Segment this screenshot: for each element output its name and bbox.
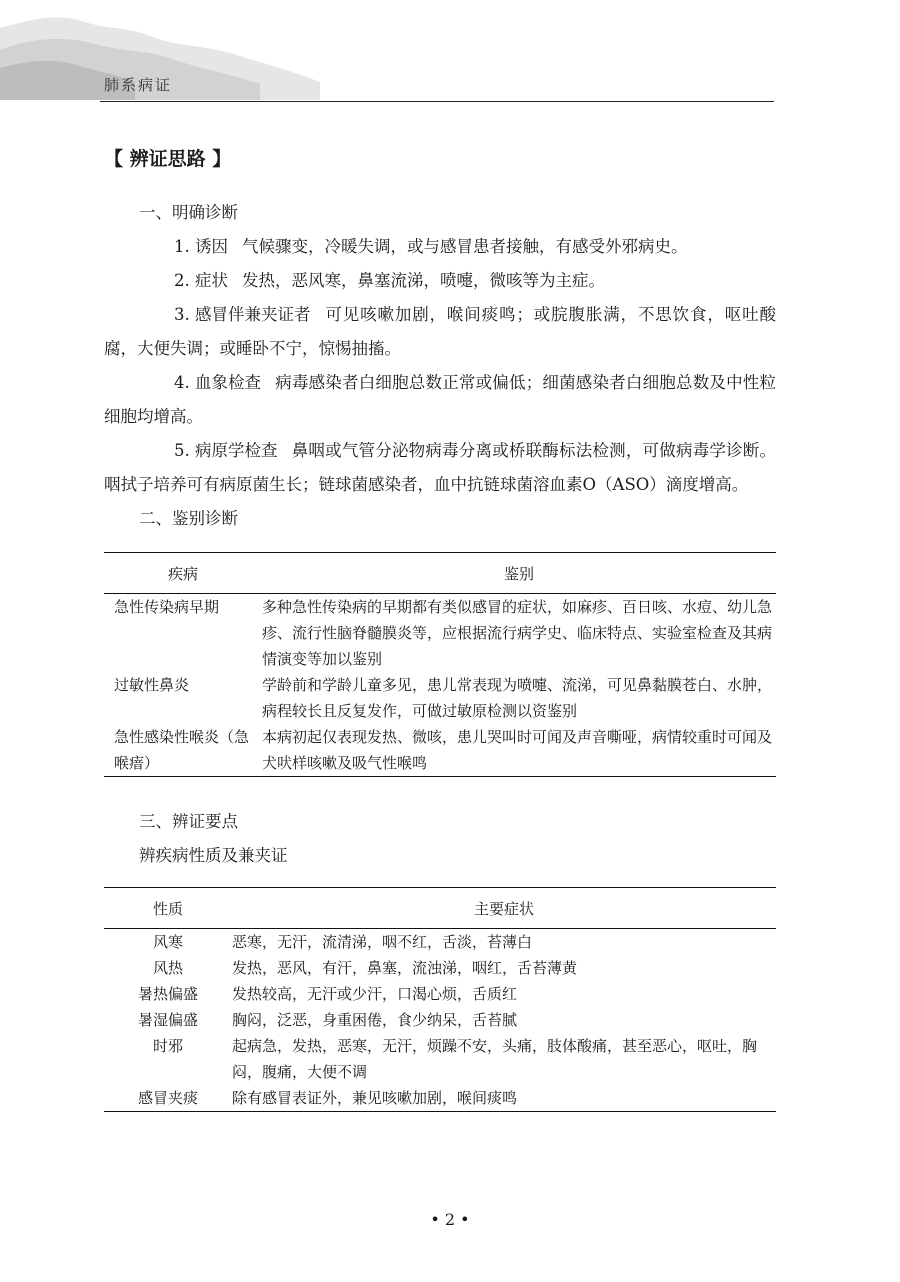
diagnosis-item: [104, 298, 776, 366]
running-head: 肺系病证: [104, 76, 173, 94]
item-lead: 3. 感冒伴兼夹证者: [174, 305, 311, 324]
column-header: 性质: [104, 888, 232, 929]
table-row: [104, 955, 776, 981]
symptom-cell: 胸闷，泛恶，身重困倦，食少纳呆，舌苔腻: [232, 1011, 518, 1029]
disease-cell: 急性传染病早期: [114, 598, 220, 616]
item-text: 发热，恶风寒，鼻塞流涕，喷嚏，微咳等为主症。: [242, 271, 605, 290]
symptom-cell: 发热，恶风，有汗，鼻塞，流浊涕，咽红，舌苔薄黄: [232, 959, 578, 977]
diff-cell: 多种急性传染病的早期都有类似感冒的症状，如麻疹、百日咳、水痘、幼儿急疹、流行性脑脊髓膜炎等，应根据流行病学史、临床特点、实验室检查及其病情演变等加以鉴别: [262, 598, 773, 668]
table-row: [104, 672, 776, 724]
nature-cell: 暑湿偏盛: [137, 1011, 198, 1029]
symptom-cell: 除有感冒表证外，兼见咳嗽加剧，喉间痰鸣: [232, 1085, 776, 1112]
table-row: [104, 594, 776, 673]
diagnosis-item: [104, 366, 776, 434]
nature-cell: 感冒夹痰: [104, 1085, 232, 1112]
disease-cell: 过敏性鼻炎: [114, 676, 190, 694]
table-header-row: [104, 888, 776, 929]
column-header: 主要症状: [232, 888, 776, 929]
item-lead: 2. 症状: [174, 271, 228, 290]
page-content: [104, 144, 776, 1112]
item-text: 病毒感染者白细胞总数正常或偏低；细菌感染者白细胞总数及中性粒细胞均增高。: [104, 373, 776, 426]
part3-heading: 三、辨证要点: [139, 812, 238, 831]
item-lead: 1. 诱因: [174, 237, 228, 256]
syndrome-table: [104, 887, 776, 1112]
disease-cell: 急性感染性喉炎（急喉瘖）: [104, 724, 262, 777]
nature-cell: 风寒: [152, 933, 183, 951]
item-text: 可见咳嗽加剧，喉间痰鸣；或脘腹胀满，不思饮食，呕吐酸腐，大便失调；或睡卧不宁，惊惕抽搐。: [104, 305, 776, 358]
nature-cell: 暑热偏盛: [137, 985, 198, 1003]
diff-cell: 本病初起仅表现发热、微咳，患儿哭叫时可闻及声音嘶哑，病情较重时可闻及犬吠样咳嗽及吸气性喉鸣: [262, 724, 776, 777]
diagnosis-item: [104, 434, 776, 502]
page-number: • 2 •: [430, 1210, 470, 1229]
part3-subheading: 辨疾病性质及兼夹证: [139, 846, 288, 865]
table-row: [104, 929, 776, 956]
diagnosis-item: [104, 264, 776, 298]
part1-heading: 一、明确诊断: [139, 203, 238, 222]
differential-table: [104, 552, 776, 777]
table-row: [104, 981, 776, 1007]
diagnosis-item: [104, 230, 776, 264]
section-title: 【 辨证思路 】: [104, 148, 232, 170]
item-lead: 4. 血象检查: [174, 373, 261, 392]
item-text: 气候骤变，冷暖失调，或与感冒患者接触，有感受外邪病史。: [242, 237, 688, 256]
nature-cell: 时邪: [152, 1037, 183, 1055]
item-text: 鼻咽或气管分泌物病毒分离或桥联酶标法检测，可做病毒学诊断。咽拭子培养可有病原菌生长；链球菌感染者，血中抗链球菌溶血素O（ASO）滴度增高。: [104, 441, 776, 494]
symptom-cell: 发热较高，无汗或少汗，口渴心烦，舌质红: [232, 985, 518, 1003]
table-row: [104, 1007, 776, 1033]
column-header: 疾病: [104, 553, 262, 594]
part2-heading: 二、鉴别诊断: [139, 509, 238, 528]
diff-cell: 学龄前和学龄儿童多见，患儿常表现为喷嚏、流涕，可见鼻黏膜苍白、水肿，病程较长且反复发作，可做过敏原检测以资鉴别: [262, 676, 773, 720]
table-row: [104, 724, 776, 777]
table-row: [104, 1085, 776, 1112]
table-row: [104, 1033, 776, 1085]
column-header: 鉴别: [262, 553, 776, 594]
table-header-row: [104, 553, 776, 594]
symptom-cell: 起病急，发热，恶寒，无汗，烦躁不安，头痛，肢体酸痛，甚至恶心，呕吐，胸闷，腹痛，大便不调: [232, 1037, 758, 1081]
header-rule: [100, 101, 774, 102]
symptom-cell: 恶寒，无汗，流清涕，咽不红，舌淡，苔薄白: [232, 933, 533, 951]
nature-cell: 风热: [152, 959, 183, 977]
item-lead: 5. 病原学检查: [174, 441, 278, 460]
